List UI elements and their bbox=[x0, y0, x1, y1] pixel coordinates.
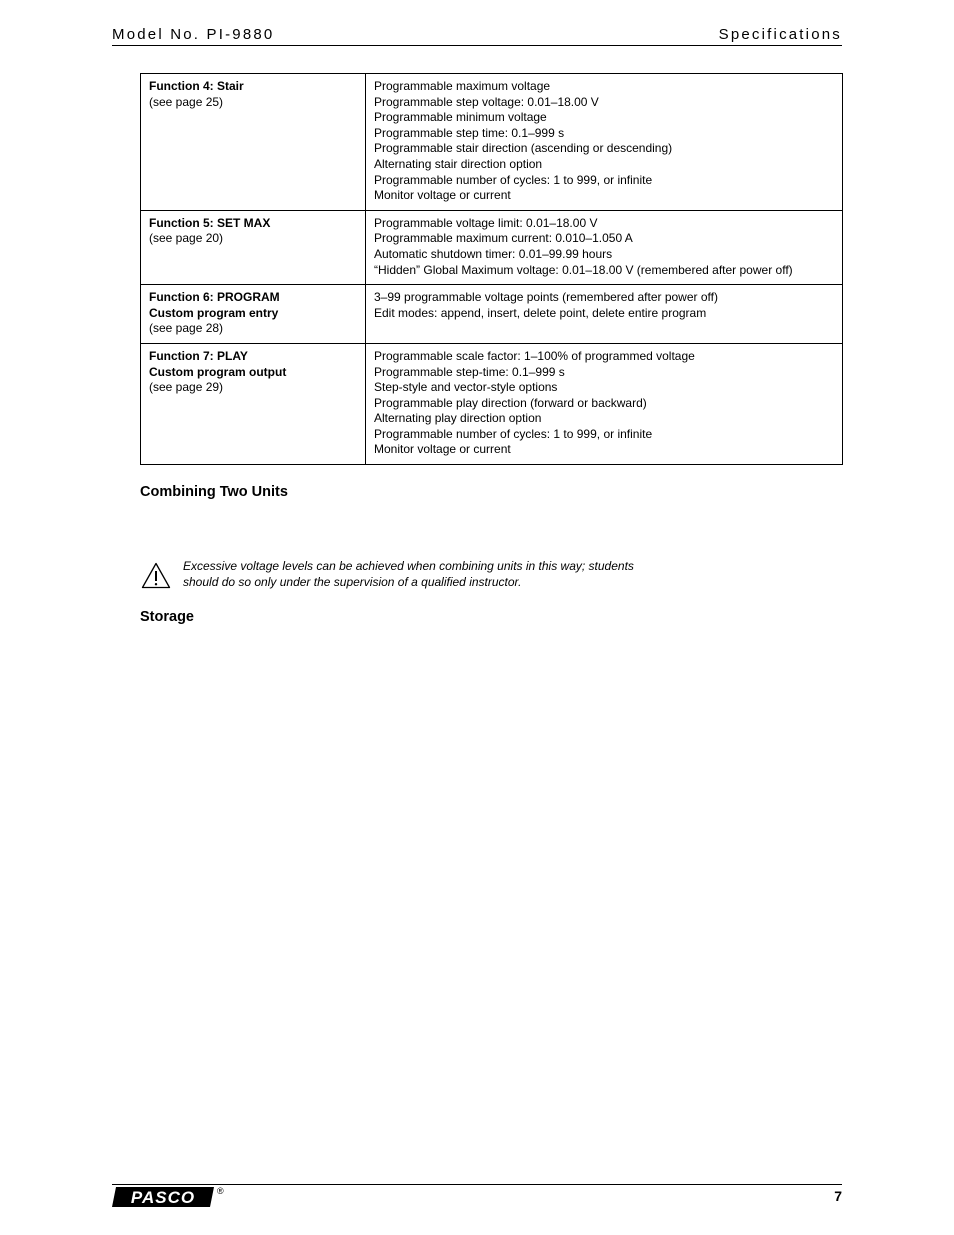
spec-item: Programmable step voltage: 0.01–18.00 V bbox=[374, 94, 599, 109]
spec-list-cell bbox=[366, 74, 843, 211]
function-title: Function 5: SET MAX bbox=[149, 215, 271, 230]
spec-item: Alternating play direction option bbox=[374, 411, 542, 426]
function-name-cell bbox=[141, 210, 366, 284]
function-name-cell bbox=[141, 343, 366, 464]
spec-item: Programmable stair direction (ascending or descending) bbox=[374, 141, 673, 156]
function-row bbox=[141, 285, 843, 344]
spec-item: Programmable number of cycles: 1 to 999, or infinite bbox=[374, 426, 653, 441]
spec-item: Monitor voltage or current bbox=[374, 188, 511, 203]
function-row bbox=[141, 343, 843, 464]
spec-item: Programmable step time: 0.1–999 s bbox=[374, 125, 565, 140]
spec-item: Alternating stair direction option bbox=[374, 156, 543, 171]
spec-item: Programmable scale factor: 1–100% of programmed voltage bbox=[374, 348, 695, 363]
spec-item: Programmable play direction (forward or backward) bbox=[374, 395, 647, 410]
function-title: Function 6: PROGRAM bbox=[149, 290, 280, 305]
function-row bbox=[141, 210, 843, 284]
model-number: Model No. PI-9880 bbox=[112, 26, 275, 43]
page-reference: (see page 20) bbox=[149, 231, 224, 246]
function-subtitle: Custom program entry bbox=[149, 305, 279, 320]
page-header bbox=[112, 26, 842, 46]
function-title: Function 7: PLAY bbox=[149, 348, 248, 363]
function-row bbox=[141, 74, 843, 211]
function-spec-table bbox=[140, 73, 843, 465]
function-subtitle: Custom program output bbox=[149, 364, 287, 379]
spec-list-cell bbox=[366, 285, 843, 344]
spec-item: Programmable step-time: 0.1–999 s bbox=[374, 364, 565, 379]
spec-item: Monitor voltage or current bbox=[374, 442, 511, 457]
warning-line: should do so only under the supervision of a qualified instructor. bbox=[183, 574, 522, 589]
page-reference: (see page 29) bbox=[149, 380, 224, 395]
warning-note bbox=[183, 559, 634, 590]
function-title: Function 4: Stair bbox=[149, 79, 244, 93]
pasco-logo bbox=[112, 1186, 214, 1208]
page-reference: (see page 28) bbox=[149, 321, 224, 336]
spec-list-cell bbox=[366, 210, 843, 284]
spec-item: Automatic shutdown timer: 0.01–99.99 hours bbox=[374, 246, 613, 261]
storage-heading: Storage bbox=[140, 609, 194, 625]
function-name-cell bbox=[141, 74, 366, 211]
spec-item: Programmable maximum voltage bbox=[374, 79, 551, 93]
registered-mark: ® bbox=[217, 1186, 224, 1196]
warning-line: Excessive voltage levels can be achieved when combining units in this way; students bbox=[183, 559, 634, 573]
spec-list-cell bbox=[366, 343, 843, 464]
spec-item: Step-style and vector-style options bbox=[374, 380, 558, 395]
spec-item: Programmable number of cycles: 1 to 999, or infinite bbox=[374, 172, 653, 187]
spec-item: 3–99 programmable voltage points (remembered after power off) bbox=[374, 290, 718, 305]
spec-item: Programmable voltage limit: 0.01–18.00 V bbox=[374, 215, 598, 230]
footer-rule bbox=[112, 1184, 842, 1185]
section-title: Specifications bbox=[718, 26, 842, 43]
spec-item: Programmable maximum current: 0.010–1.050 A bbox=[374, 231, 633, 246]
warning-triangle-icon bbox=[141, 562, 171, 589]
page-number: 7 bbox=[834, 1188, 842, 1204]
combining-units-heading: Combining Two Units bbox=[140, 484, 288, 500]
spec-item: “Hidden” Global Maximum voltage: 0.01–18.00 V (remembered after power off) bbox=[374, 262, 793, 277]
function-name-cell bbox=[141, 285, 366, 344]
spec-item: Programmable minimum voltage bbox=[374, 110, 547, 125]
spec-item: Edit modes: append, insert, delete point, delete entire program bbox=[374, 305, 707, 320]
page-reference: (see page 25) bbox=[149, 94, 224, 109]
pasco-logo-text: PASCO bbox=[130, 1188, 196, 1207]
